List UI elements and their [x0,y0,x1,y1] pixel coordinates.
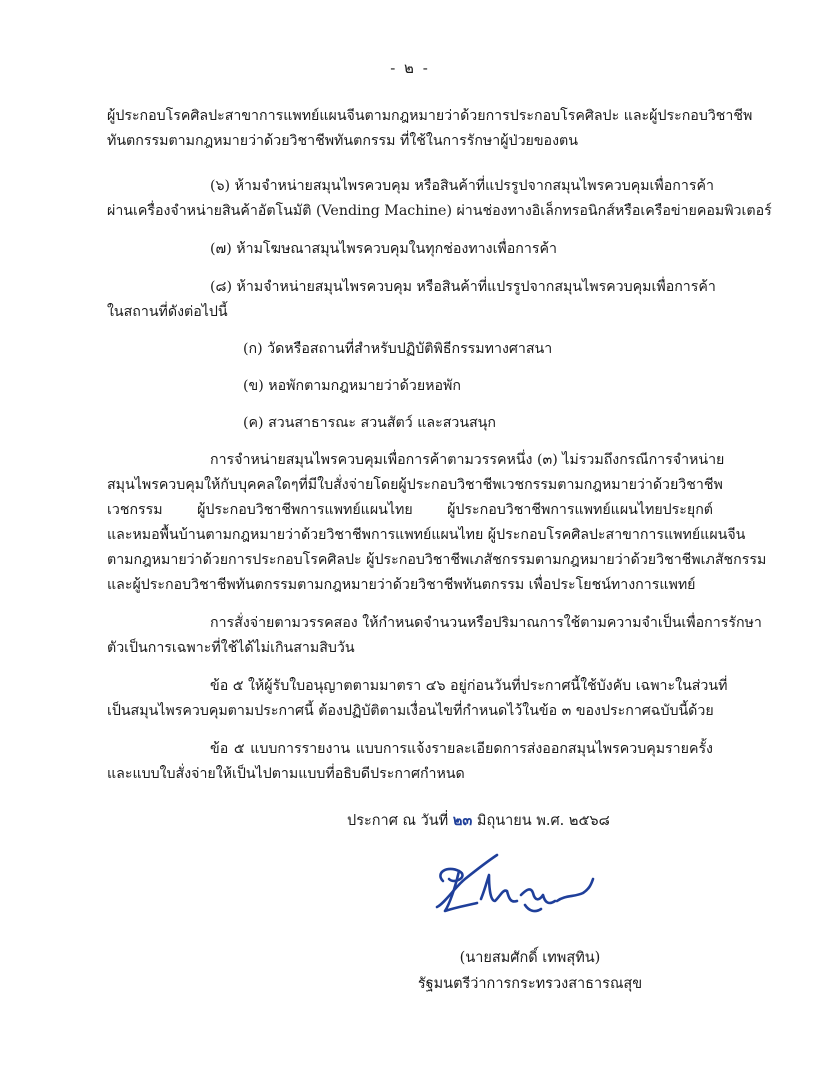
sale-paragraph-line: และหมอพื้นบ้านตามกฎหมายว่าด้วยวิชาชีพการแพทย์แผนไทย ผู้ประกอบโรคศิลปะสาขาการแพทย์แผนจีน [107,527,746,543]
clause-5a-line: ข้อ ๕ ให้ผู้รับใบอนุญาตตามมาตรา ๔๖ อยู่ก่อนวันที่ประกาศนี้ใช้บังคับ เฉพาะในส่วนที่ [210,678,728,694]
announcement-month-year: มิถุนายน พ.ศ. ๒๕๖๘ [476,813,610,829]
item-6-line: ผ่านเครื่องจำหน่ายสินค้าอัตโนมัติ (Vending Machine) ผ่านช่องทางอิเล็กทรอนิกส์หรือเครือข่ายคอมพิวเตอร์ [107,203,772,219]
sale-paragraph-line: และผู้ประกอบวิชาชีพทันตกรรมตามกฎหมายว่าด้วยวิชาชีพทันตกรรม เพื่อประโยชน์ทางการแพทย์ [107,577,696,593]
signatory-title: รัฐมนตรีว่าการกระทรวงสาธารณสุข [417,976,643,992]
paragraph-line: ทันตกรรมตามกฎหมายว่าด้วยวิชาชีพทันตกรรม ที่ใช้ในการรักษาผู้ป่วยของตน [107,133,578,149]
clause-5b-line: และแบบใบสั่งจ่ายให้เป็นไปตามแบบที่อธิบดีประกาศกำหนด [107,766,465,782]
signatory-name: (นายสมศักดิ์ เทพสุทิน) [459,950,601,966]
item-7-line: (๗) ห้ามโฆษณาสมุนไพรควบคุมในทุกช่องทางเพื่อการค้า [210,241,557,257]
clause-5b-line: ข้อ ๕ แบบการรายงาน แบบการแจ้งรายละเอียดการส่งออกสมุนไพรควบคุมรายครั้ง [210,741,713,757]
announcement-day: ๒๓ [452,812,473,829]
item-8-line: ในสถานที่ดังต่อไปนี้ [107,304,228,320]
sale-paragraph-line: ตามกฎหมายว่าด้วยการประกอบโรคศิลปะ ผู้ประกอบวิชาชีพเภสัชกรรมตามกฎหมายว่าด้วยวิชาชีพเภสัชกรรม [107,552,767,568]
announcement-date [347,811,713,831]
clause-5a-line: เป็นสมุนไพรควบคุมตามประกาศนี้ ต้องปฏิบัติตามเงื่อนไขที่กำหนดไว้ในข้อ ๓ ของประกาศฉบับนี้ด้วย [107,703,714,719]
sale-paragraph-line: เวชกรรม ผู้ประกอบวิชาชีพการแพทย์แผนไทย ผู้ประกอบวิชาชีพการแพทย์แผนไทยประยุกต์ [107,502,713,518]
paragraph-line: ผู้ประกอบโรคศิลปะสาขาการแพทย์แผนจีนตามกฎหมายว่าด้วยการประกอบโรคศิลปะ และผู้ประกอบวิชาชีพ [107,108,753,124]
page-number: - ๒ - [390,59,430,77]
prescribe-paragraph-line: ตัวเป็นการเฉพาะที่ใช้ได้ไม่เกินสามสิบวัน [107,640,355,656]
item-6-line: (๖) ห้ามจำหน่ายสมุนไพรควบคุม หรือสินค้าที่แปรรูปจากสมุนไพรควบคุมเพื่อการค้า [210,178,714,194]
item-8-line: (๘) ห้ามจำหน่ายสมุนไพรควบคุม หรือสินค้าที่แปรรูปจากสมุนไพรควบคุมเพื่อการค้า [210,279,716,295]
sub-item-a: (ก) วัดหรือสถานที่สำหรับปฏิบัติพิธีกรรมทางศาสนา [243,341,553,357]
prescribe-paragraph-line: การสั่งจ่ายตามวรรคสอง ให้กำหนดจำนวนหรือปริมาณการใช้ตามความจำเป็นเพื่อการรักษา [210,615,762,631]
sale-paragraph-line: การจำหน่ายสมุนไพรควบคุมเพื่อการค้าตามวรรคหนึ่ง (๓) ไม่รวมถึงกรณีการจำหน่าย [210,452,725,468]
sub-item-b: (ข) หอพักตามกฎหมายว่าด้วยหอพัก [243,378,461,394]
sale-paragraph-line: สมุนไพรควบคุมให้กับบุคคลใดๆที่มีใบสั่งจ่ายโดยผู้ประกอบวิชาชีพเวชกรรมตามกฎหมายว่าด้วยวิชาชีพ [107,477,723,493]
sub-item-c: (ค) สวนสาธารณะ สวนสัตว์ และสวนสนุก [243,415,496,431]
announcement-prefix: ประกาศ ณ วันที่ [347,813,449,829]
handwritten-signature [425,845,605,925]
